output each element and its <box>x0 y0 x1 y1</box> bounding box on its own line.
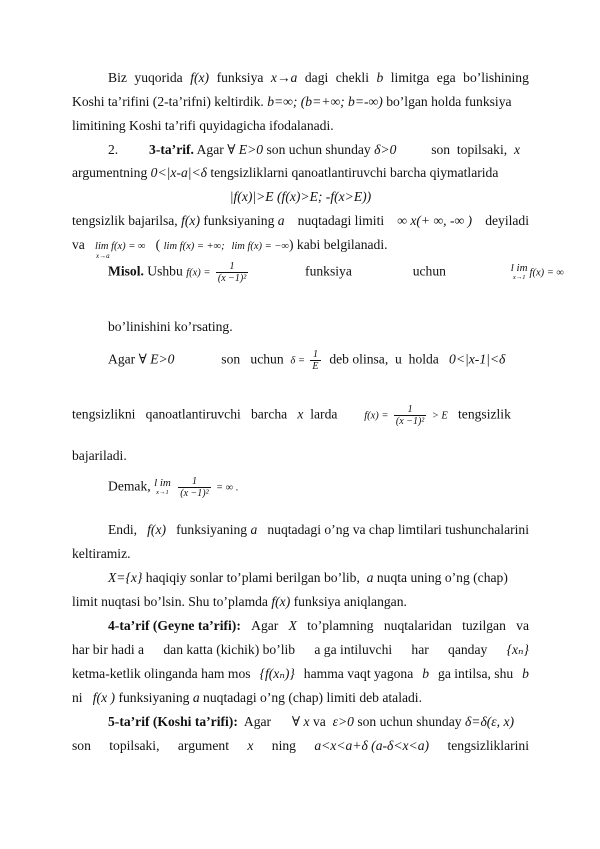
example-line-6: Demak, l im x→1 $\frac{1}{\text{(x −1)²}}$ = ∞ . <box>108 476 239 499</box>
def4-title: 4-ta’rif (Geyne ta’rifi): <box>108 618 241 633</box>
def5-title: 5-ta’rif (Koshi ta’rifi): <box>108 714 238 729</box>
example-line-3: Agar ∀ E>0 son uchun δ = $\frac{1}{E}$ deb olinsa, u holda 0<|x-1|<δ <box>108 349 506 372</box>
p2-line-4: limit nuqtasi bo’lsin. Shu to’plamda f(x) funksiya aniqlangan. <box>72 594 407 609</box>
demak-fraction: $\frac{1}{\text{(x −1)²}}$ <box>180 476 209 499</box>
def5-line-2: son topilsaki, argument x ning a<x<a+δ (a-δ<x<a) tengsizliklarini <box>72 738 529 753</box>
def3-formula: |f(x)|>E (f(x)>E; -f(x>E)) <box>229 189 372 204</box>
inequality-fraction: $\frac{1}{\text{(x −1)²}}$ <box>395 404 425 427</box>
delta-fraction: $\frac{1}{E}$ <box>312 349 319 372</box>
def4-line-2: har bir hadi a dan katta (kichik) bo’lib a ga intiluvchi har qanday {xₙ} <box>72 642 529 657</box>
def4-line-4: ni f(x ) funksiyaning a nuqtadagi o’ng (chap) limiti deb ataladi. <box>72 690 422 705</box>
p2-line-3: X={x} haqiqiy sonlar to’plami berilgan bo’lib, a nuqta uning o’ng (chap) <box>108 570 508 585</box>
example-label: Misol. <box>108 263 144 279</box>
def3-line-4: tengsizlik bajarilsa, f(x) funksiyaning a nuqtadagi limiti ∞ x(+ ∞, -∞ ) deyiladi <box>72 213 529 228</box>
def4-line-1: 4-ta’rif (Geyne ta’rifi): Agar X to’plamning nuqtalaridan tuzilgan va <box>108 618 529 633</box>
lim-infinity: lim f(x) = ∞ <box>95 241 146 252</box>
p1-line-1: Biz yuqorida f(x) funksiya x→a dagi chekli b limitga ega bo’lishining <box>108 70 529 85</box>
def4-line-3: ketma-ketlik olinganda ham mos {f(xₙ)} hamma vaqt yagona b ga intilsa, shu b <box>72 666 529 681</box>
def3-title: 3-ta’rif. <box>149 142 194 157</box>
example-fraction: $\frac{1}{\text{(x −1)²}}$ <box>217 261 247 284</box>
p2-line-2: keltiramiz. <box>72 546 131 561</box>
p1-line-3: limitining Koshi ta’rifi quyidagicha ifodalanadi. <box>72 118 334 133</box>
def3-line-5: va lim f(x) = ∞ ( lim f(x) = +∞; lim f(x) = −∞) kabi belgilanadi. <box>72 237 388 252</box>
demak-limit: l im x→1 <box>154 476 171 496</box>
lim-plus-infinity: lim f(x) = +∞; <box>163 241 225 252</box>
def3-lim-subscript: x→a <box>96 252 110 260</box>
def3-line-1: 2. 3-ta’rif. Agar ∀ E>0 son uchun shunday δ>0 son topilsaki, x <box>108 142 520 157</box>
lim-minus-infinity: lim f(x) = −∞ <box>231 241 289 252</box>
example-line-2: bo’linishini ko’rsating. <box>108 319 233 334</box>
example-line-5: bajariladi. <box>72 448 127 463</box>
def3-line-2: argumentning 0<|x-a|<δ tengsizliklarni qanoatlantiruvchi barcha qiymatlarida <box>72 165 499 180</box>
example-line-1: Misol. Ushbu f(x) = $\frac{1}{\text{(x −1)²}}$ funksiya uchun l im x→1 f(x) = ∞ <box>108 261 564 284</box>
p2-line-1: Endi, f(x) funksiyaning a nuqtadagi o’ng va chap limtilari tushunchalarini <box>108 522 529 537</box>
p1-line-2: Koshi ta’rifini (2-ta’rifni) keltirdik. b=∞; (b=+∞; b=-∞) bo’lgan holda funksiya <box>72 94 512 109</box>
example-limit: l im x→1 <box>510 261 528 281</box>
example-line-4: tengsizlikni qanoatlantiruvchi barcha x larda f(x) = $\frac{1}{\text{(x −1)²}}$ > E tengsizlik <box>72 404 511 427</box>
def5-line-1: 5-ta’rif (Koshi ta’rifi): Agar ∀ x va ε>0 son uchun shunday δ=δ(ε, x) <box>108 714 515 729</box>
